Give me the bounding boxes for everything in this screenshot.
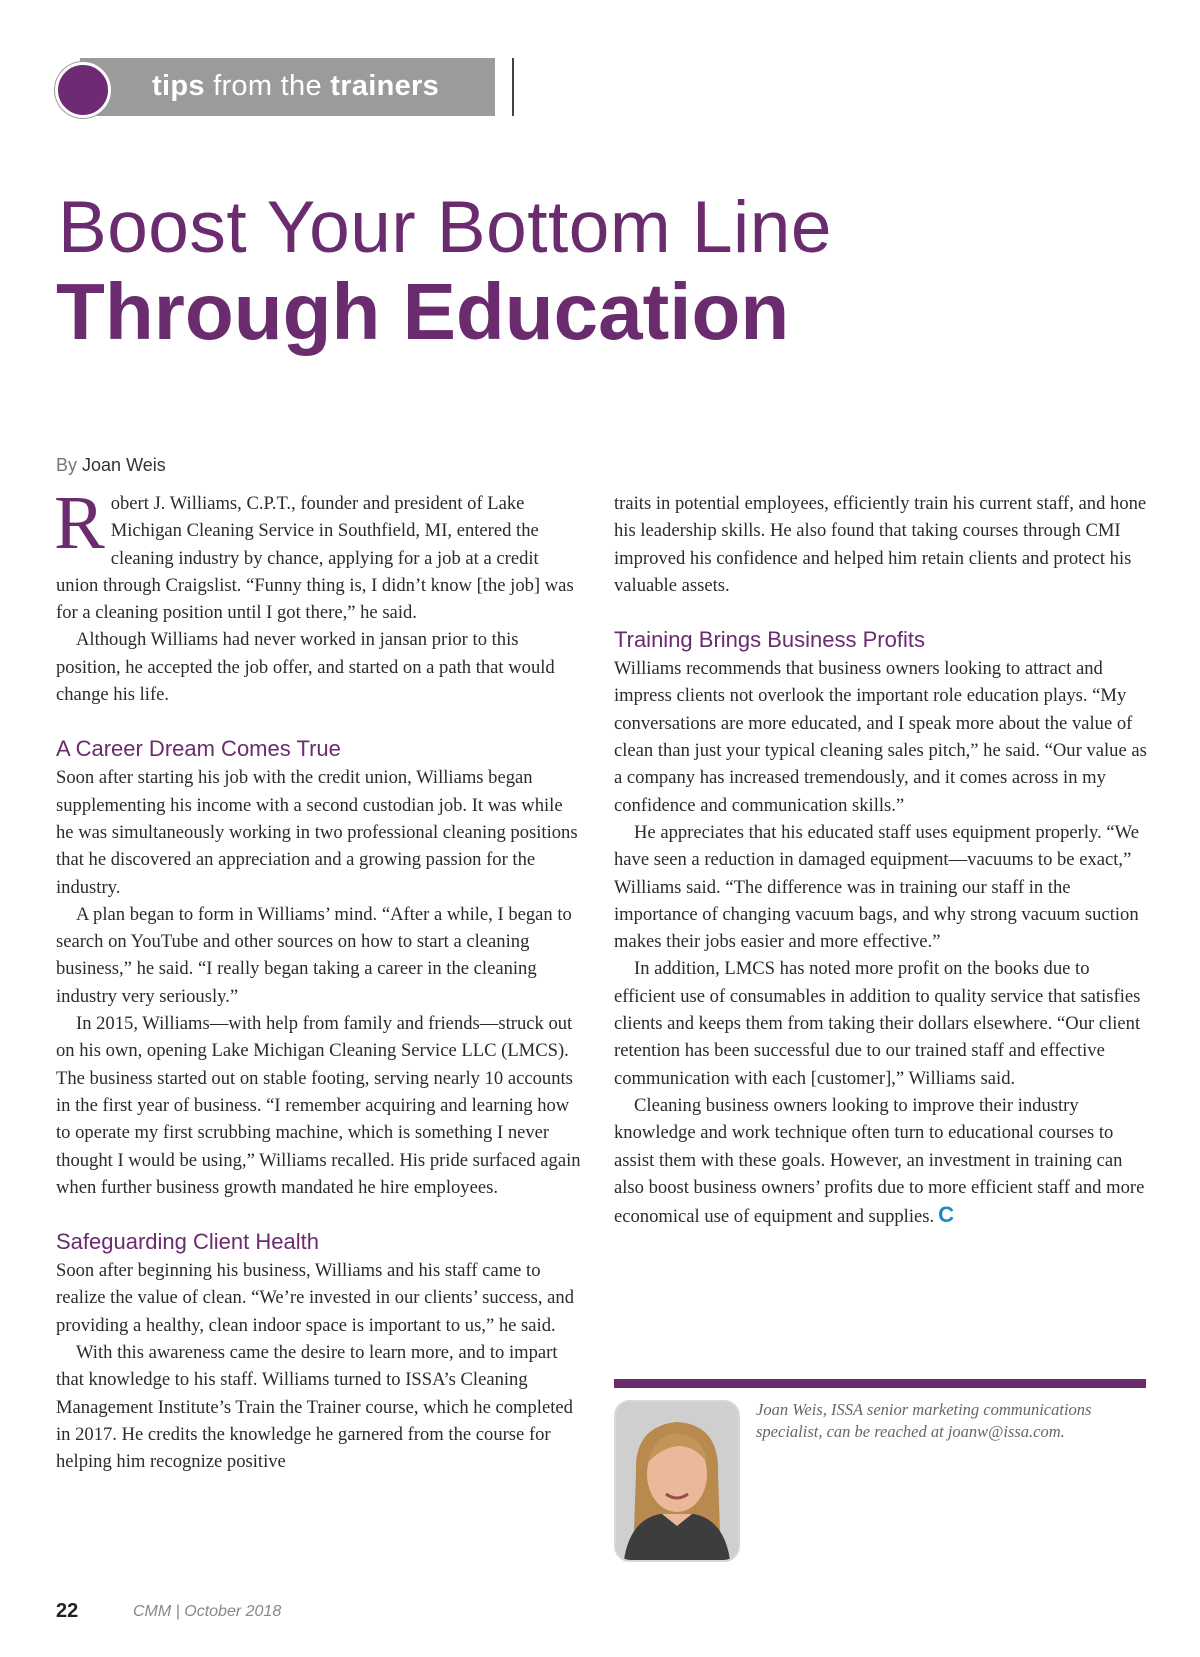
continued-paragraph: traits in potential employees, efficiently train his current staff, and hone his leadership skills. He also found that taking courses through CMI improved his confidence and helped him retain clients and protect his valuable assets. [614,493,1147,596]
subheading-client-health: Safeguarding Client Health [56,1229,319,1255]
profits-paragraph-2: He appreciates that his educated staff uses equipment properly. “We have seen a reduction in damaged equipment—vacuums to be exact,” Williams said. “The difference was in training our staff in the importance of changing vacuum bags, and why strong vacuum suction makes their jobs easier and more effective.” [614,821,1139,953]
subheading-career-dream: A Career Dream Comes True [56,736,341,762]
byline [56,455,166,476]
end-mark-icon: C [938,1202,955,1228]
magazine-footer: CMM | October 2018 [133,1603,282,1620]
author-photo [614,1400,740,1562]
profits-paragraph-3: In addition, LMCS has noted more profit on the books due to efficient use of consumables in addition to quality service that satisfies clients and keeps them from taking their dollars elsewhere. “Our client retention has been successful due to our trained staff and effective communication with each [customer],” Williams said. [614,958,1141,1089]
career-paragraph-1: Soon after starting his job with the credit union, Williams began supplementing his income with a second custodian job. It was while he was simultaneously working in two professional cleaning positions that he discovered an appreciation and a growing passion for the industry. [56,767,578,898]
section-tab-divider [512,58,514,116]
intro-paragraph-1-text: obert J. Williams, C.P.T., founder and president of Lake Michigan Cleaning Service in Southfield, MI, entered the cleaning industry by chance, applying for a job at a credit union through Craigslist. “Funny thing is, I didn’t know [the job] was for a cleaning position until I got there,” he said. [56,493,574,624]
section-tab-bold2: trainers [330,70,440,102]
profits-paragraph-1: Williams recommends that business owners looking to attract and impress clients not overlook the important role education plays. “My conversations are more educated, and I speak more about the value of clean than just your typical cleaning sales pitch,” he said. “Our value as a company has increased tremendously, and it comes across in my confidence and communication skills.” [614,658,1147,816]
headline-line2: Through Education [56,267,790,356]
profits-paragraph-4 [614,1092,1148,1230]
article-column-left [54,481,584,1476]
byline-author: Joan Weis [82,455,166,475]
profits-paragraph-4-text: Cleaning business owners looking to improve their industry knowledge and work technique often turn to educational courses to assist them with these goals. However, an investment in training can also boost business owners’ profits due to more efficient staff and more economical use of equipment and supplies. [614,1094,1145,1228]
section-tab-label [152,70,439,103]
page-number: 22 [56,1600,79,1622]
subheading-business-profits: Training Brings Business Profits [614,627,925,653]
intro-paragraph-2: Although Williams had never worked in jansan prior to this position, he accepted the job offer, and started on a path that would change his life. [56,629,555,706]
byline-by: By [56,455,78,475]
author-bio: Joan Weis, ISSA senior marketing communications specialist, can be reached at joanw@issa.com. [756,1400,1092,1441]
article-column-right [614,490,1148,1230]
health-paragraph-1: Soon after beginning his business, Williams and his staff came to realize the value of clean. “We’re invested in our clients’ success, and providing a healthy, clean indoor space is important to us,” he said. [56,1260,575,1336]
career-paragraph-3: In 2015, Williams—with help from family and friends—struck out on his own, opening Lake Michigan Cleaning Service LLC (LMCS). The business started out on stable footing, serving nearly 10 accounts in the first year of business. “I remember acquiring and learning how to operate my first scrubbing machine, which is something I never thought I would be using,” Williams recalled. His pride surfaced again when further business growth mandated he hire employees. [56,1013,581,1198]
author-bio-rule [614,1379,1146,1388]
headline-line1: Boost Your Bottom Line [58,187,832,268]
section-tab-dot [55,62,111,118]
section-tab-light: from the [204,70,331,102]
section-tab-bold1: tips [152,70,205,102]
health-paragraph-2: With this awareness came the desire to learn more, and to impart that knowledge to his staff. Williams turned to ISSA’s Cleaning Management Institute’s Train the Trainer course, which he completed in 2017. He credits the knowledge he garnered from the course for helping him recognize positive [56,1342,573,1473]
drop-cap: R [54,481,105,565]
career-paragraph-2: A plan began to form in Williams’ mind. “After a while, I began to search on YouTube and other sources on how to start a cleaning business,” he said. “I really began taking a career in the cleaning industry very seriously.” [56,903,572,1007]
intro-paragraph-1 [54,481,584,626]
author-portrait-icon [616,1402,738,1560]
